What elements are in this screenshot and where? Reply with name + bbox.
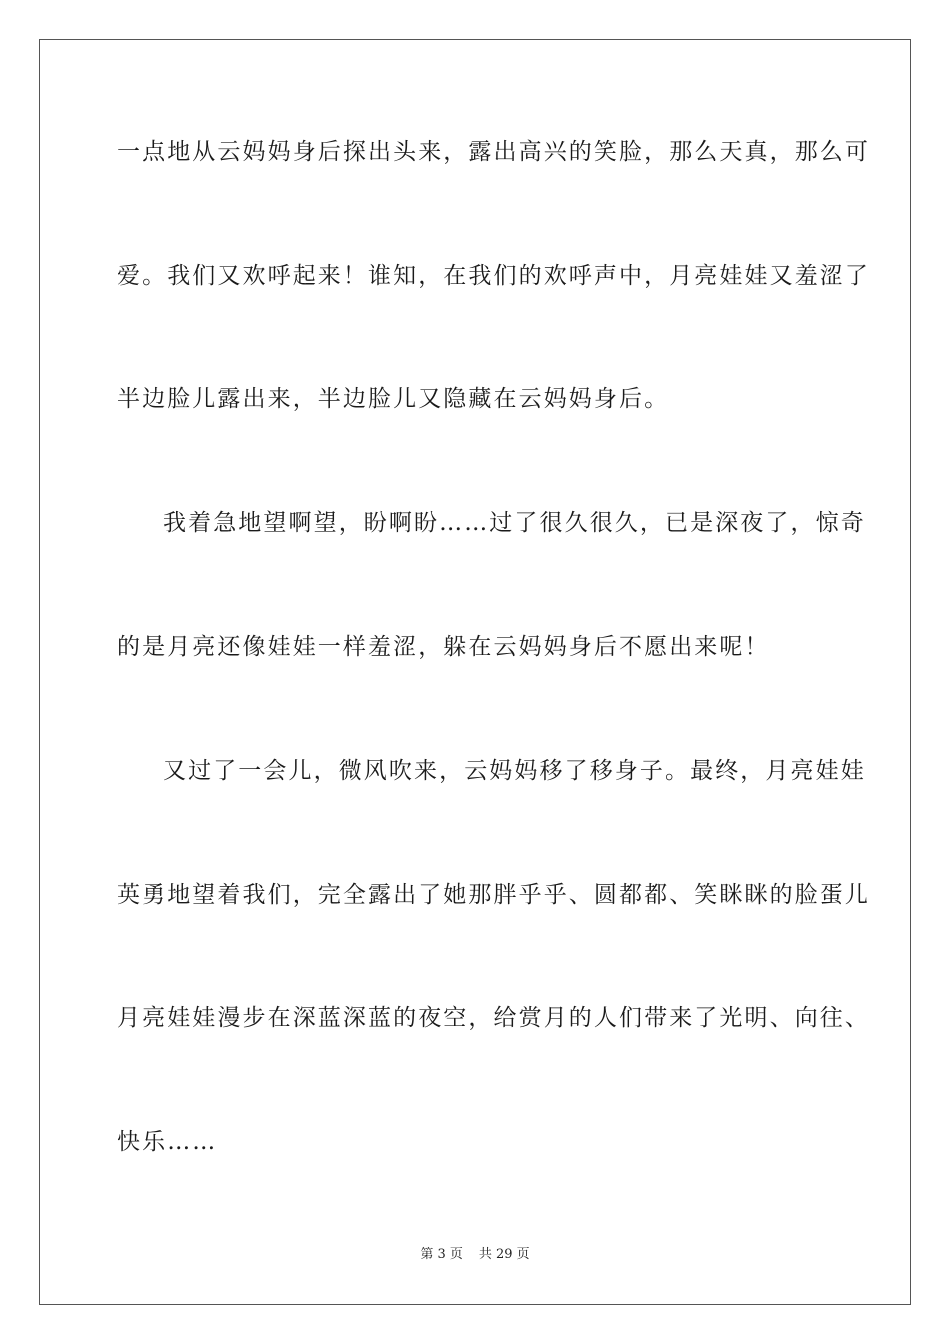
paragraph-line: 英勇地望着我们，完全露出了她那胖乎乎、圆都都、笑眯眯的脸蛋儿 [117,882,870,908]
page-number: 第 3 页 [420,1247,463,1262]
paragraph-line: 半边脸儿露出来，半边脸儿又隐藏在云妈妈身后。 [117,386,670,412]
page-footer [0,1246,950,1264]
paragraph-line: 爱。我们又欢呼起来！谁知，在我们的欢呼声中，月亮娃娃又羞涩了 [117,263,870,289]
paragraph-line: 我着急地望啊望，盼啊盼……过了很久很久，已是深夜了，惊奇 [163,510,866,536]
paragraph-line: 月亮娃娃漫步在深蓝深蓝的夜空，给赏月的人们带来了光明、向往、 [117,1005,870,1031]
paragraph-line: 快乐…… [117,1129,218,1155]
paragraph-line: 又过了一会儿，微风吹来，云妈妈移了移身子。最终，月亮娃娃 [163,758,866,784]
total-pages: 共 29 页 [478,1247,530,1262]
paragraph-line: 一点地从云妈妈身后探出头来，露出高兴的笑脸，那么天真，那么可 [117,139,870,165]
page-border [39,39,911,1305]
paragraph-line: 的是月亮还像娃娃一样羞涩，躲在云妈妈身后不愿出来呢！ [117,634,770,660]
